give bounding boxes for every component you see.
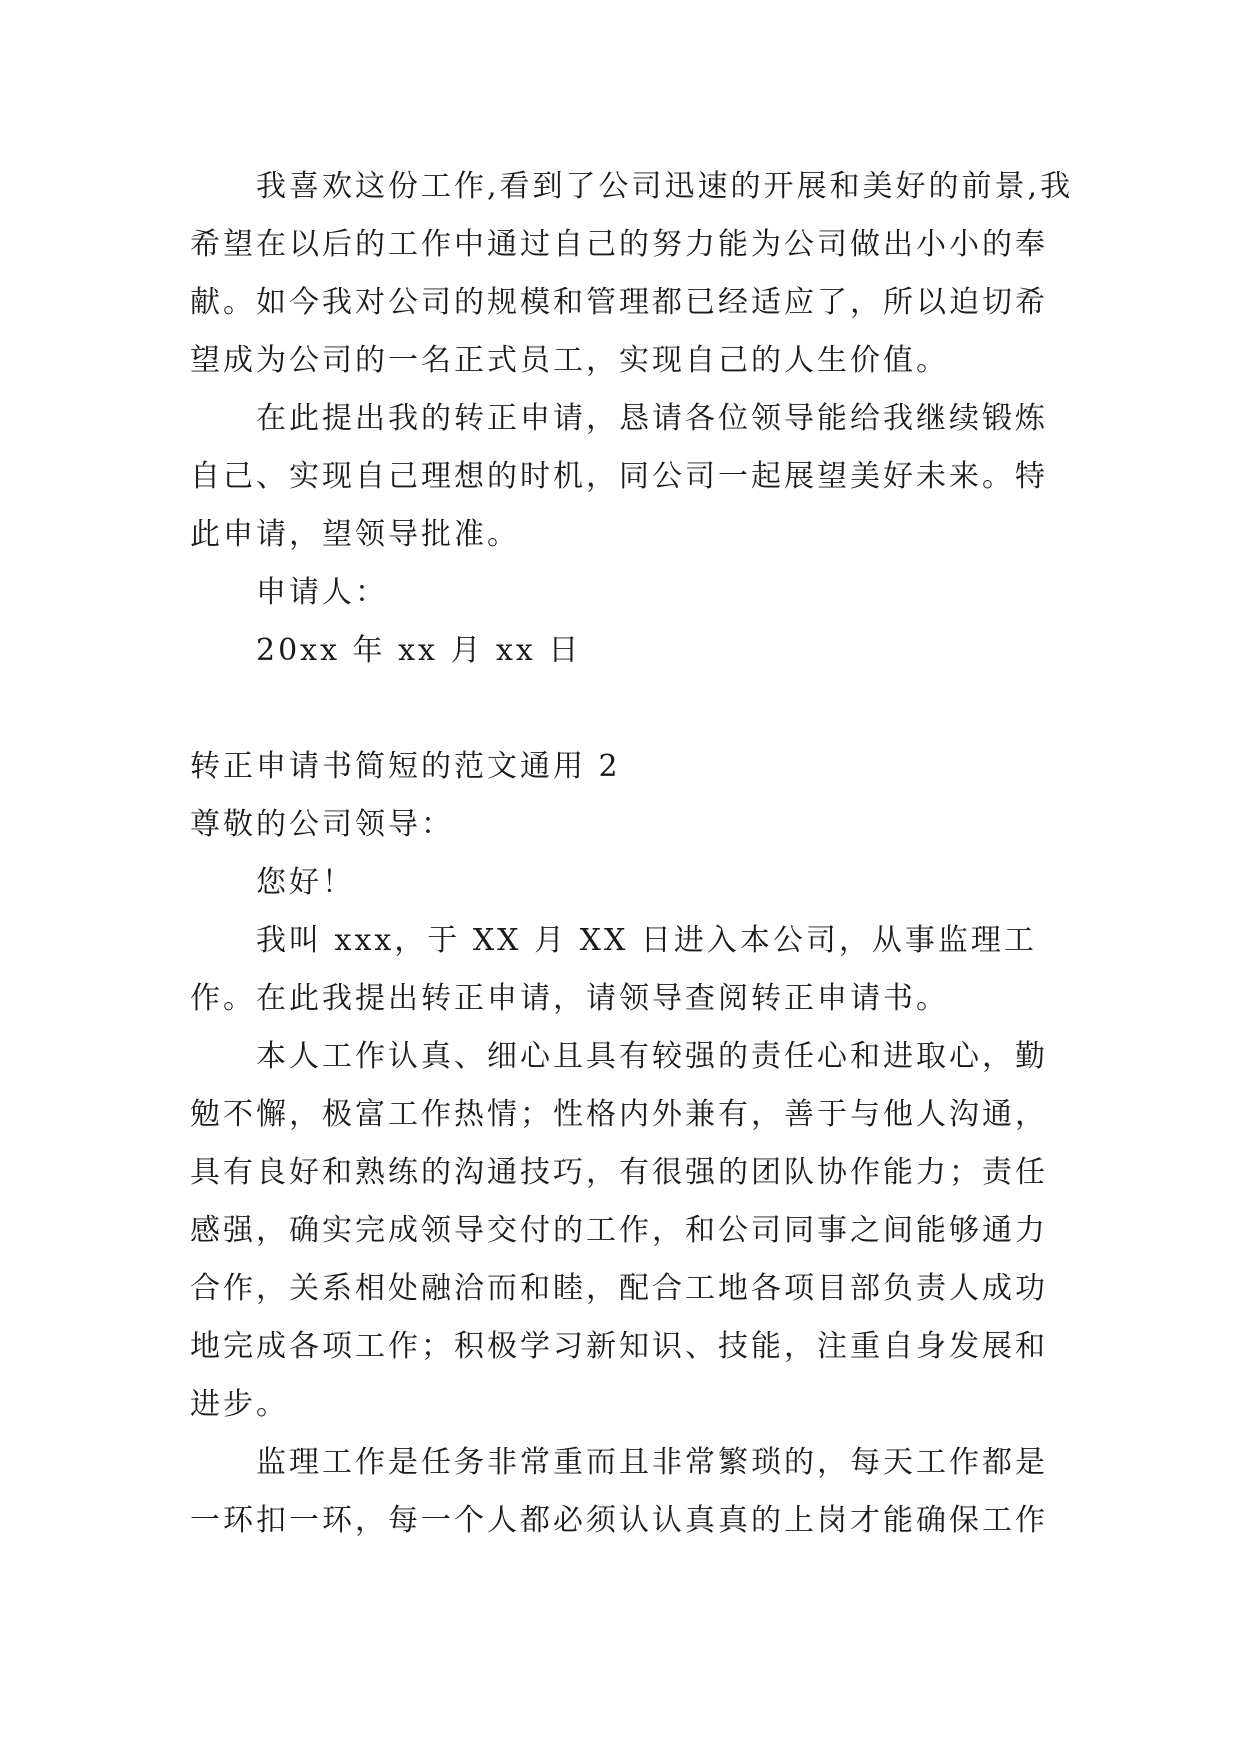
paragraph: 我喜欢这份工作,看到了公司迅速的开展和美好的前景,我希望在以后的工作中通过自己的努力能为公司做出小小的奉献。如今我对公司的规模和管理都已经适应了，所以迫切希望成为公司的一名正式员工，实现自己的人生价值。 — [190, 169, 1074, 378]
section-spacer — [190, 680, 1080, 738]
paragraph: 我叫 xxx，于 XX 月 XX 日进入本公司，从事监理工作。在此我提出转正申请，请领导查阅转正申请书。 — [190, 923, 1037, 1016]
paragraph: 监理工作是任务非常重而且非常繁琐的，每天工作都是一环扣一环，每一个人都必须认认真真的上岗才能确保工作 — [190, 1445, 1048, 1538]
paragraph: 在此提出我的转正申请，恳请各位领导能给我继续锻炼自己、实现自己理想的时机，同公司一起展望美好未来。特此申请，望领导批准。 — [190, 401, 1048, 552]
paragraph: 本人工作认真、细心且具有较强的责任心和进取心，勤勉不懈，极富工作热情；性格内外兼有，善于与他人沟通，具有良好和熟练的沟通技巧，有很强的团队协作能力；责任感强，确实完成领导交付的工作，和公司同事之间能够通力合作，关系相处融洽而和睦，配合工地各项目部负责人成功地完成各项工作；积极学习新知识、技能，注重自身发展和进步。 — [190, 1039, 1048, 1422]
document-body — [190, 158, 1080, 1550]
section-title: 转正申请书简短的范文通用 2 — [190, 749, 621, 784]
application-date: 20xx 年 xx 月 xx 日 — [256, 633, 582, 668]
greeting: 您好！ — [256, 865, 355, 900]
salutation: 尊敬的公司领导： — [190, 807, 454, 842]
signature-label: 申请人： — [256, 575, 388, 610]
